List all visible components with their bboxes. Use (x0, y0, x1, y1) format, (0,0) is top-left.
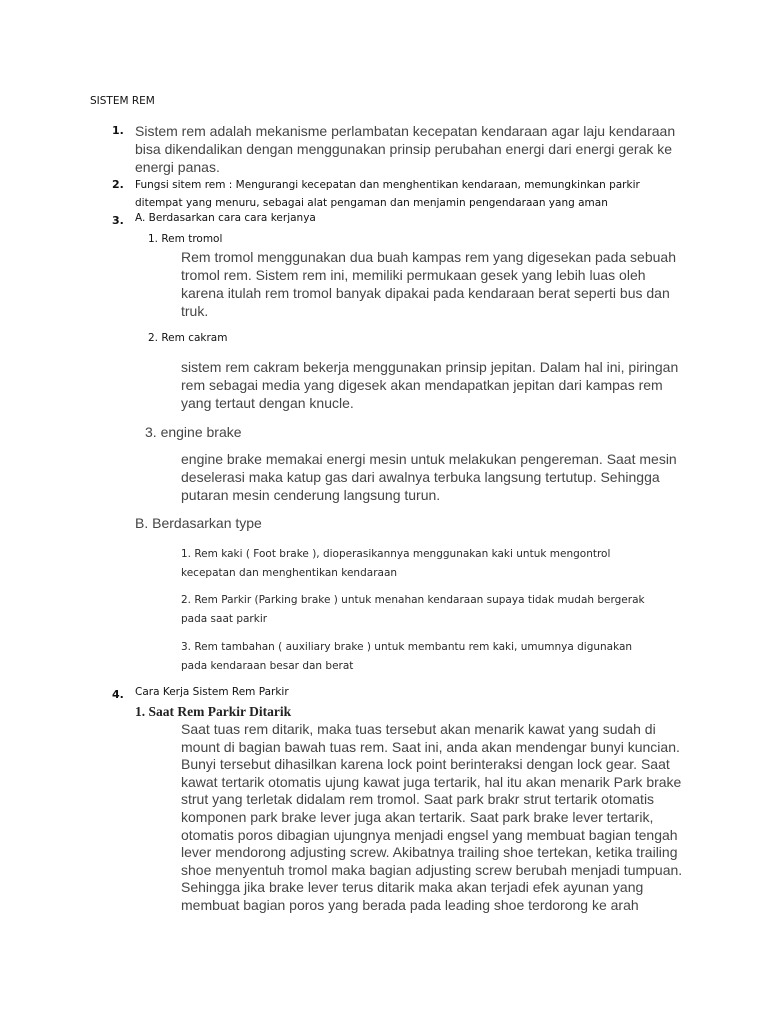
type-item-3-line-2: pada kendaraan besar dan berat (181, 660, 354, 672)
engine-brake-line-1: engine brake memakai energi mesin untuk melakukan pengereman. Saat mesin (181, 451, 677, 467)
item-4-heading: Cara Kerja Sistem Rem Parkir (135, 686, 289, 698)
parking-line-1: Saat tuas rem ditarik, maka tuas tersebut akan menarik kawat yang sudah di (181, 721, 656, 737)
type-item-2-line-1: 2. Rem Parkir (Parking brake ) untuk menahan kendaraan supaya tidak mudah bergerak (181, 594, 645, 606)
rem-cakram-line-3: yang tertaut dengan knucle. (181, 395, 354, 411)
engine-brake-paragraph (181, 450, 677, 504)
item-1-line-2: bisa dikendalikan dengan menggunakan prinsip perubahan energi dari energi gerak ke (135, 141, 673, 157)
parking-line-8: lever mendorong adjusting screw. Akibatnya trailing shoe tertekan, ketika trailing (181, 844, 678, 861)
item-1-line-3: energi panas. (135, 159, 220, 175)
document-title: SISTEM REM (90, 95, 155, 107)
parking-line-6: komponen park brake lever juga akan tertarik. Saat park brake lever tertarik, (181, 808, 654, 825)
item-1-line-1: Sistem rem adalah mekanisme perlambatan kecepatan kendaraan agar laju kendaraan (135, 123, 676, 139)
item-2-line-1: Fungsi sitem rem : Mengurangi kecepatan dan menghentikan kendaraan, memungkinkan parkir (135, 179, 640, 191)
rem-tromol-heading: 1. Rem tromol (148, 233, 223, 245)
parking-line-2: mount di bagian bawah tuas rem. Saat ini, anda akan mendengar bunyi kuncian. (181, 738, 680, 755)
type-item-1-line-1: 1. Rem kaki ( Foot brake ), dioperasikannya menggunakan kaki untuk mengontrol (181, 548, 611, 560)
type-item-3-line-1: 3. Rem tambahan ( auxiliary brake ) untuk membantu rem kaki, umumnya digunakan (181, 641, 633, 653)
rem-cakram-paragraph (181, 358, 678, 412)
list-number-2: 2. (112, 178, 124, 191)
parking-line-7: otomatis poros dibagian ujungnya menjadi engsel yang membuat bagian tengah (181, 826, 678, 843)
rem-tromol-line-4: truk. (181, 303, 209, 319)
list-number-1: 1. (112, 124, 124, 137)
rem-tromol-line-3: karena itulah rem tromol banyak dipakai pada kendaraan berat seperti bus dan (181, 285, 670, 301)
rem-cakram-line-2: rem sebagai media yang digesek akan mendapatkan jepitan dari kampas rem (181, 377, 663, 393)
parking-line-11: membuat bagian poros yang berada pada leading shoe terdorong ke arah (181, 896, 639, 913)
rem-tromol-paragraph (181, 248, 676, 320)
rem-cakram-heading: 2. Rem cakram (148, 332, 228, 344)
list-number-4: 4. (112, 688, 124, 701)
engine-brake-line-2: deselerasi maka katup gas dari awalnya terbuka langsung tertutup. Sehingga (181, 469, 660, 485)
rem-tromol-line-1: Rem tromol menggunakan dua buah kampas rem yang digesekan pada sebuah (181, 249, 676, 265)
parking-line-10: Sehingga jika brake lever terus ditarik maka akan terjadi efek ayunan yang (181, 879, 644, 896)
item-2-paragraph (135, 176, 640, 212)
item-3-heading: A. Berdasarkan cara cara kerjanya (135, 212, 316, 224)
engine-brake-heading: 3. engine brake (145, 424, 242, 440)
parking-brake-pulled-heading: 1. Saat Rem Parkir Ditarik (135, 704, 292, 719)
parking-line-5: strut yang terletak didalam rem tromol. Saat park brakr strut tertarik otomatis (181, 791, 655, 808)
type-heading: B. Berdasarkan type (135, 515, 262, 531)
type-item-3 (181, 638, 632, 676)
parking-brake-paragraph (181, 721, 682, 915)
type-item-1-line-2: kecepatan dan menghentikan kendaraan (181, 567, 398, 579)
item-1-paragraph (135, 122, 675, 176)
parking-line-4: kawat tertarik otomatis ujung kawat juga tertarik, hal itu akan menarik Park brake (181, 773, 682, 790)
item-2-line-2: ditempat yang menuru, sebagai alat pengaman dan menjamin pengendaraan yang aman (135, 197, 608, 209)
parking-line-3: Bunyi tersebut dihasilkan karena lock point berinteraksi dengan lock gear. Saat (181, 756, 670, 773)
parking-line-9: shoe menyentuh tromol maka bagian adjusting screw berubah menjadi tumpuan. (181, 861, 683, 878)
rem-tromol-line-2: tromol rem. Sistem rem ini, memiliki permukaan gesek yang lebih luas oleh (181, 267, 646, 283)
type-item-2-line-2: pada saat parkir (181, 613, 268, 625)
list-number-3: 3. (112, 214, 124, 227)
type-item-2 (181, 591, 645, 629)
type-item-1 (181, 543, 610, 583)
rem-cakram-line-1: sistem rem cakram bekerja menggunakan prinsip jepitan. Dalam hal ini, piringan (181, 359, 679, 375)
engine-brake-line-3: putaran mesin cenderung langsung turun. (181, 487, 441, 503)
